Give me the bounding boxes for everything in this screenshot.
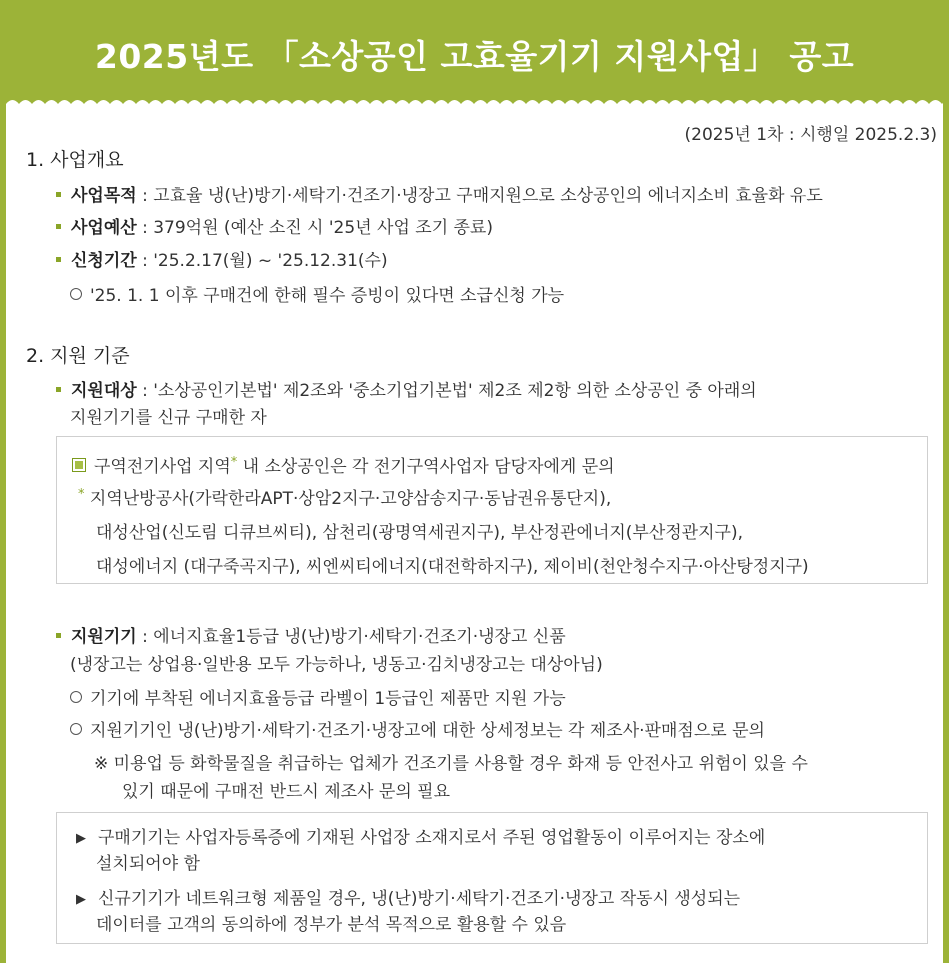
notice-item2-line2: 데이터를 고객의 동의하에 정부가 분석 목적으로 활용할 수 있음 — [96, 915, 567, 935]
period-row — [56, 246, 388, 271]
district-box-title: 구역전기사업 지역 — [94, 457, 231, 477]
circle-bullet-icon — [70, 288, 82, 300]
device-row — [56, 622, 566, 647]
notice-item1-line2: 설치되어야 함 — [96, 854, 200, 874]
budget-text: : 379억원 (예산 소진 시 '25년 사업 조기 종료) — [136, 218, 493, 238]
district-box-title-rest: 내 소상공인은 각 전기구역사업자 담당자에게 문의 — [237, 457, 615, 477]
notice-date: (2025년 1차 : 시행일 2025.2.3) — [684, 125, 937, 145]
bullet-square-icon — [56, 387, 61, 392]
triangle-bullet-icon: ▶ — [76, 831, 86, 846]
budget-label: 사업예산 — [71, 218, 137, 238]
period-text: : '25.2.17(월) ~ '25.12.31(수) — [136, 251, 388, 271]
section-heading-overview: 1. 사업개요 — [26, 149, 124, 171]
device-label: 지원기기 — [71, 627, 137, 647]
notice-item2-line1 — [76, 884, 740, 909]
title-banner — [0, 0, 949, 100]
bullet-square-icon — [56, 192, 61, 197]
page-title: 2025년도 「소상공인 고효율기기 지원사업」 공고 — [94, 36, 855, 76]
bullet-square-icon — [56, 633, 61, 638]
purpose-row — [56, 181, 823, 206]
checkbox-square-icon — [72, 458, 86, 472]
warning-line2: 있기 때문에 구매전 반드시 제조사 문의 필요 — [122, 782, 451, 802]
device-sub: (냉장고는 상업용·일반용 모두 가능하나, 냉동고·김치냉장고는 대상아님) — [70, 655, 603, 675]
period-note: '25. 1. 1 이후 구매건에 한해 필수 증빙이 있다면 소급신청 가능 — [90, 286, 565, 306]
district-box-line1 — [72, 452, 615, 477]
notice-item1-text: 구매기기는 사업자등록증에 기재된 사업장 소재지로서 주된 영업활동이 이루어지는 장소에 — [98, 828, 766, 848]
period-label: 신청기간 — [71, 251, 137, 271]
district-box-line2-text: 지역난방공사(가락한라APT·상암2지구·고양삼송지구·동남권유통단지), — [84, 489, 612, 509]
district-box-line2 — [78, 484, 611, 509]
period-note-row — [70, 281, 564, 306]
warning-line1: ※ 미용업 등 화학물질을 취급하는 업체가 건조기를 사용할 경우 화재 등 안전사고 위험이 있을 수 — [94, 754, 808, 774]
device-note2: 지원기기인 냉(난)방기·세탁기·건조기·냉장고에 대한 상세정보는 각 제조사·판매점으로 문의 — [90, 721, 765, 741]
purpose-text: : 고효율 냉(난)방기·세탁기·건조기·냉장고 구매지원으로 소상공인의 에너지소비 효율화 유도 — [136, 186, 823, 206]
district-box-line4: 대성에너지 (대구죽곡지구), 씨엔씨티에너지(대전학하지구), 제이비(천안청수지구·아산탕정지구) — [96, 557, 809, 577]
purpose-label: 사업목적 — [71, 186, 137, 206]
section-heading-criteria: 2. 지원 기준 — [26, 345, 130, 367]
footnote-star: * — [78, 487, 85, 502]
device-text: : 에너지효율1등급 냉(난)방기·세탁기·건조기·냉장고 신품 — [136, 627, 566, 647]
target-label: 지원대상 — [71, 381, 137, 401]
target-row — [56, 376, 757, 401]
notice-item1-line1 — [76, 823, 765, 848]
target-text-line2: 지원기기를 신규 구매한 자 — [70, 408, 267, 428]
circle-bullet-icon — [70, 723, 82, 735]
device-note2-row — [70, 716, 765, 741]
circle-bullet-icon — [70, 691, 82, 703]
footnote-star: * — [230, 455, 238, 470]
bullet-square-icon — [56, 257, 61, 262]
district-box-line3: 대성산업(신도림 디큐브씨티), 삼천리(광명역세권지구), 부산정관에너지(부산정관지구), — [96, 523, 743, 543]
bullet-square-icon — [56, 224, 61, 229]
triangle-bullet-icon: ▶ — [76, 892, 86, 907]
device-note1: 기기에 부착된 에너지효율등급 라벨이 1등급인 제품만 지원 가능 — [90, 689, 566, 709]
budget-row — [56, 213, 493, 238]
target-text-line1: : '소상공인기본법' 제2조와 '중소기업기본법' 제2조 제2항 의한 소상공인 중 아래의 — [136, 381, 757, 401]
notice-item2-text: 신규기기가 네트워크형 제품일 경우, 냉(난)방기·세탁기·건조기·냉장고 작동시 생성되는 — [98, 889, 741, 909]
device-note1-row — [70, 684, 566, 709]
